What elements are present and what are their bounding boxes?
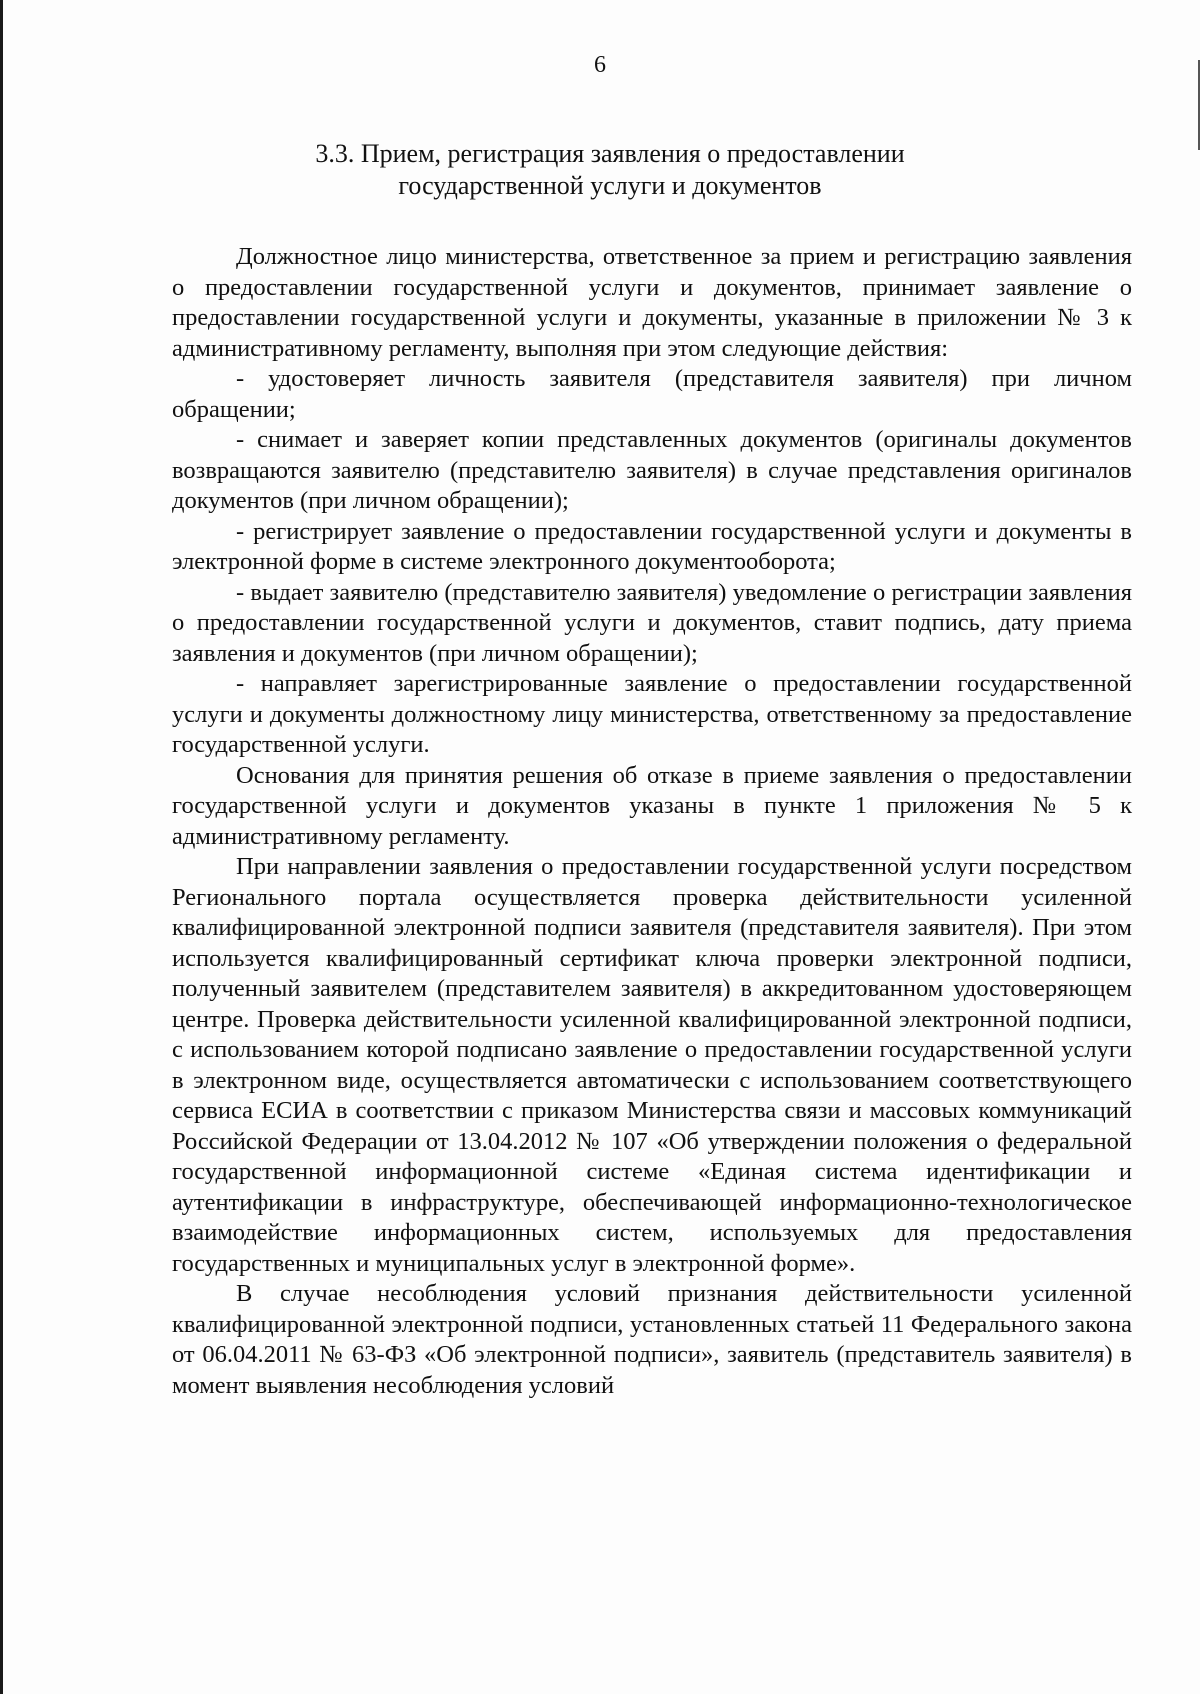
list-item-copies: - снимает и заверяет копии представленных документов (оригиналы документов возвращаются заявителю (представителю заявителя) в случае представления оригиналов документов (при личном обращении); — [172, 426, 1132, 514]
list-item-forward: - направляет зарегистрированные заявление о предоставлении государственной услуги и документы должностному лицу министерства, ответственному за предоставление государственной услуги. — [172, 670, 1132, 758]
list-item-register: - регистрирует заявление о предоставлении государственной услуги и документы в электронной форме в системе электронного документооборота; — [172, 517, 1132, 575]
page-number: 6 — [594, 52, 606, 78]
document-body — [172, 242, 1132, 1401]
scan-edge-left — [0, 0, 3, 1694]
list-item-notify: - выдает заявителю (представителю заявителя) уведомление о регистрации заявления о предоставлении государственной услуги и документов, ставит подпись, дату приема заявления и документов (при личном обращении); — [172, 578, 1132, 667]
paragraph-signature-failure: В случае несоблюдения условий признания действительности усиленной квалифицированной электронной подписи, установленных статьей 11 Федерального закона от 06.04.2011 № 63-ФЗ «Об электронной подписи», заявитель (представитель заявителя) в момент выявления несоблюдения условий — [172, 1280, 1132, 1399]
paragraph-signature-check: При направлении заявления о предоставлении государственной услуги посредством Регионального портала осуществляется проверка действительности усиленной квалифицированной электронной подписи заявителя (представителя заявителя). При этом используется квалифицированный сертификат ключа проверки электронной подписи, полученный заявителем (представителем заявителя) в аккредитованном удостоверяющем центре. Проверка действительности усиленной квалифицированной электронной подписи, с использованием которой подписано заявление о предоставлении государственной услуги в электронном виде, осуществляется автоматически с использованием соответствующего сервиса ЕСИА в соответствии с приказом Министерства связи и массовых коммуникаций Российской Федерации от 13.04.2012 № 107 «Об утверждении положения о федеральной государственной информационной системе «Единая система идентификации и аутентификации в инфраструктуре, обеспечивающей информационно-технологическое взаимодействие информационных систем, используемых для предоставления государственных и муниципальных услуг в электронной форме». — [172, 853, 1132, 1277]
list-item-identify: - удостоверяет личность заявителя (представителя заявителя) при личном обращении; — [172, 365, 1132, 423]
paragraph-intro: Должностное лицо министерства, ответственное за прием и регистрацию заявления о предоставлении государственной услуги и документов, принимает заявление о предоставлении государственной услуги и документы, указанные в приложении № 3 к административному регламенту, выполняя при этом следующие действия: — [172, 243, 1132, 362]
paragraph-refusal-grounds: Основания для принятия решения об отказе в приеме заявления о предоставлении государственной услуги и документов указаны в пункте 1 приложения № 5 к административному регламенту. — [172, 761, 1132, 850]
section-title-line-1: 3.3. Прием, регистрация заявления о предоставлении — [315, 139, 905, 168]
section-title-line-2: государственной услуги и документов — [398, 171, 822, 200]
section-title — [220, 138, 1000, 202]
